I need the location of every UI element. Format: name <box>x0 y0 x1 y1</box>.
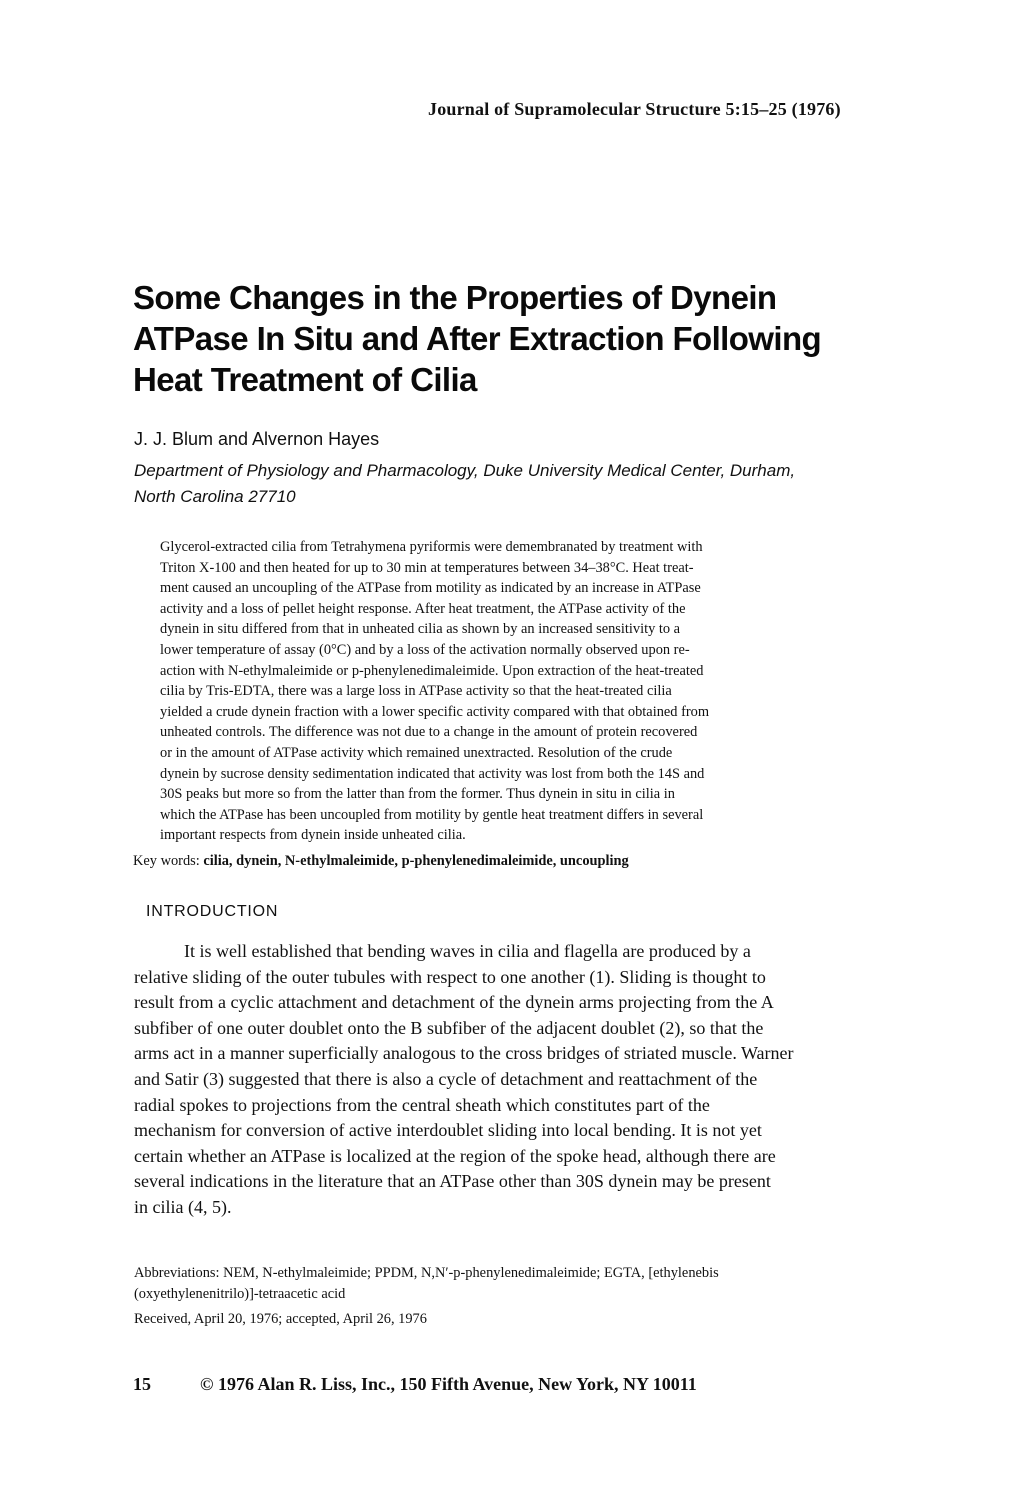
abstract-line: activity and a loss of pellet height response. After heat treatment, the ATPase activity of the <box>160 600 686 617</box>
body-line: and Satir (3) suggested that there is also a cycle of detachment and reattachment of the <box>134 1068 758 1089</box>
abstract-line: ment caused an uncoupling of the ATPase from motility as indicated by an increase in ATPase <box>160 580 701 597</box>
abstract-line: cilia by Tris-EDTA, there was a large loss in ATPase activity so that the heat-treated cilia <box>160 683 672 700</box>
body-line: in cilia (4, 5). <box>134 1196 232 1217</box>
abstract-line: dynein in situ differed from that in unheated cilia as shown by an increased sensitivity to a <box>160 621 681 638</box>
abstract-line: unheated controls. The difference was not due to a change in the amount of protein recovered <box>160 724 698 741</box>
abstract-line: Glycerol-extracted cilia from Tetrahymena pyriformis were demembranated by treatment with <box>160 539 703 555</box>
article-title <box>133 277 933 400</box>
received-date: Received, April 20, 1976; accepted, April 26, 1976 <box>134 1311 427 1327</box>
section-heading-introduction: INTRODUCTION <box>146 903 279 920</box>
author-list: J. J. Blum and Alvernon Hayes <box>134 429 380 449</box>
abstract-line: lower temperature of assay (0°C) and by a loss of the activation normally observed upon re- <box>160 641 690 658</box>
keywords <box>133 853 629 870</box>
body-line: subfiber of one outer doublet onto the B subfiber of the adjacent doublet (2), so that the <box>134 1017 764 1038</box>
keywords-label: Key words: <box>133 853 200 869</box>
abstract-line: 30S peaks but more so from the latter than from the former. Thus dynein in situ in cilia in <box>160 786 675 803</box>
abstract-line: or in the amount of ATPase activity which remained unextracted. Resolution of the crude <box>160 744 673 761</box>
abstract <box>160 537 880 846</box>
body-line: result from a cyclic attachment and detachment of the dynein arms projecting from the A <box>134 992 774 1013</box>
abbreviations-footnote <box>134 1263 894 1304</box>
affiliation-line: North Carolina 27710 <box>134 487 296 506</box>
journal-citation: Journal of Supramolecular Structure 5:15–25 (1976) <box>428 99 841 119</box>
abstract-line: which the ATPase has been uncoupled from motility by gentle heat treatment differs in several <box>160 806 704 823</box>
author-affiliation <box>134 458 914 510</box>
introduction-paragraph <box>134 939 894 1221</box>
abstract-line: important respects from dynein inside unheated cilia. <box>160 827 466 844</box>
title-line: Heat Treatment of Cilia <box>133 361 477 398</box>
body-line: relative sliding of the outer tubules with respect to one another (1). Sliding is thought to <box>134 966 766 987</box>
copyright-notice: © 1976 Alan R. Liss, Inc., 150 Fifth Avenue, New York, NY 10011 <box>200 1374 697 1394</box>
abbreviations-line: Abbreviations: NEM, N-ethylmaleimide; PPDM, N,N′-p-phenylenedimaleimide; EGTA, [ethylenebis <box>134 1265 719 1281</box>
body-line: mechanism for conversion of active interdoublet sliding into local bending. It is not yet <box>134 1120 762 1141</box>
title-line: ATPase In Situ and After Extraction Following <box>133 320 822 357</box>
body-line: certain whether an ATPase is localized at the region of the spoke head, although there are <box>134 1145 776 1166</box>
abbreviations-line: (oxyethylenenitrilo)]-tetraacetic acid <box>134 1285 346 1302</box>
abstract-line: Triton X-100 and then heated for up to 30 min at temperatures between 34–38°C. Heat treat- <box>160 559 694 576</box>
abstract-line: yielded a crude dynein fraction with a lower specific activity compared with that obtained from <box>160 703 710 720</box>
body-line: radial spokes to projections from the central sheath which constitutes part of the <box>134 1094 710 1115</box>
body-line: arms act in a manner superficially analogous to the cross bridges of striated muscle. Warner <box>134 1043 794 1064</box>
affiliation-line: Department of Physiology and Pharmacology, Duke University Medical Center, Durham, <box>134 461 796 480</box>
body-line: several indications in the literature that an ATPase other than 30S dynein may be present <box>134 1171 771 1192</box>
abstract-line: action with N-ethylmaleimide or p-phenylenedimaleimide. Upon extraction of the heat-treated <box>160 662 704 679</box>
title-line: Some Changes in the Properties of Dynein <box>133 279 777 316</box>
abstract-line: dynein by sucrose density sedimentation indicated that activity was lost from both the 14S and <box>160 765 705 782</box>
body-line: It is well established that bending waves in cilia and flagella are produced by a <box>184 941 751 961</box>
keywords-values: cilia, dynein, N-ethylmaleimide, p-phenylenedimaleimide, uncoupling <box>203 853 629 869</box>
page-number: 15 <box>133 1374 151 1394</box>
